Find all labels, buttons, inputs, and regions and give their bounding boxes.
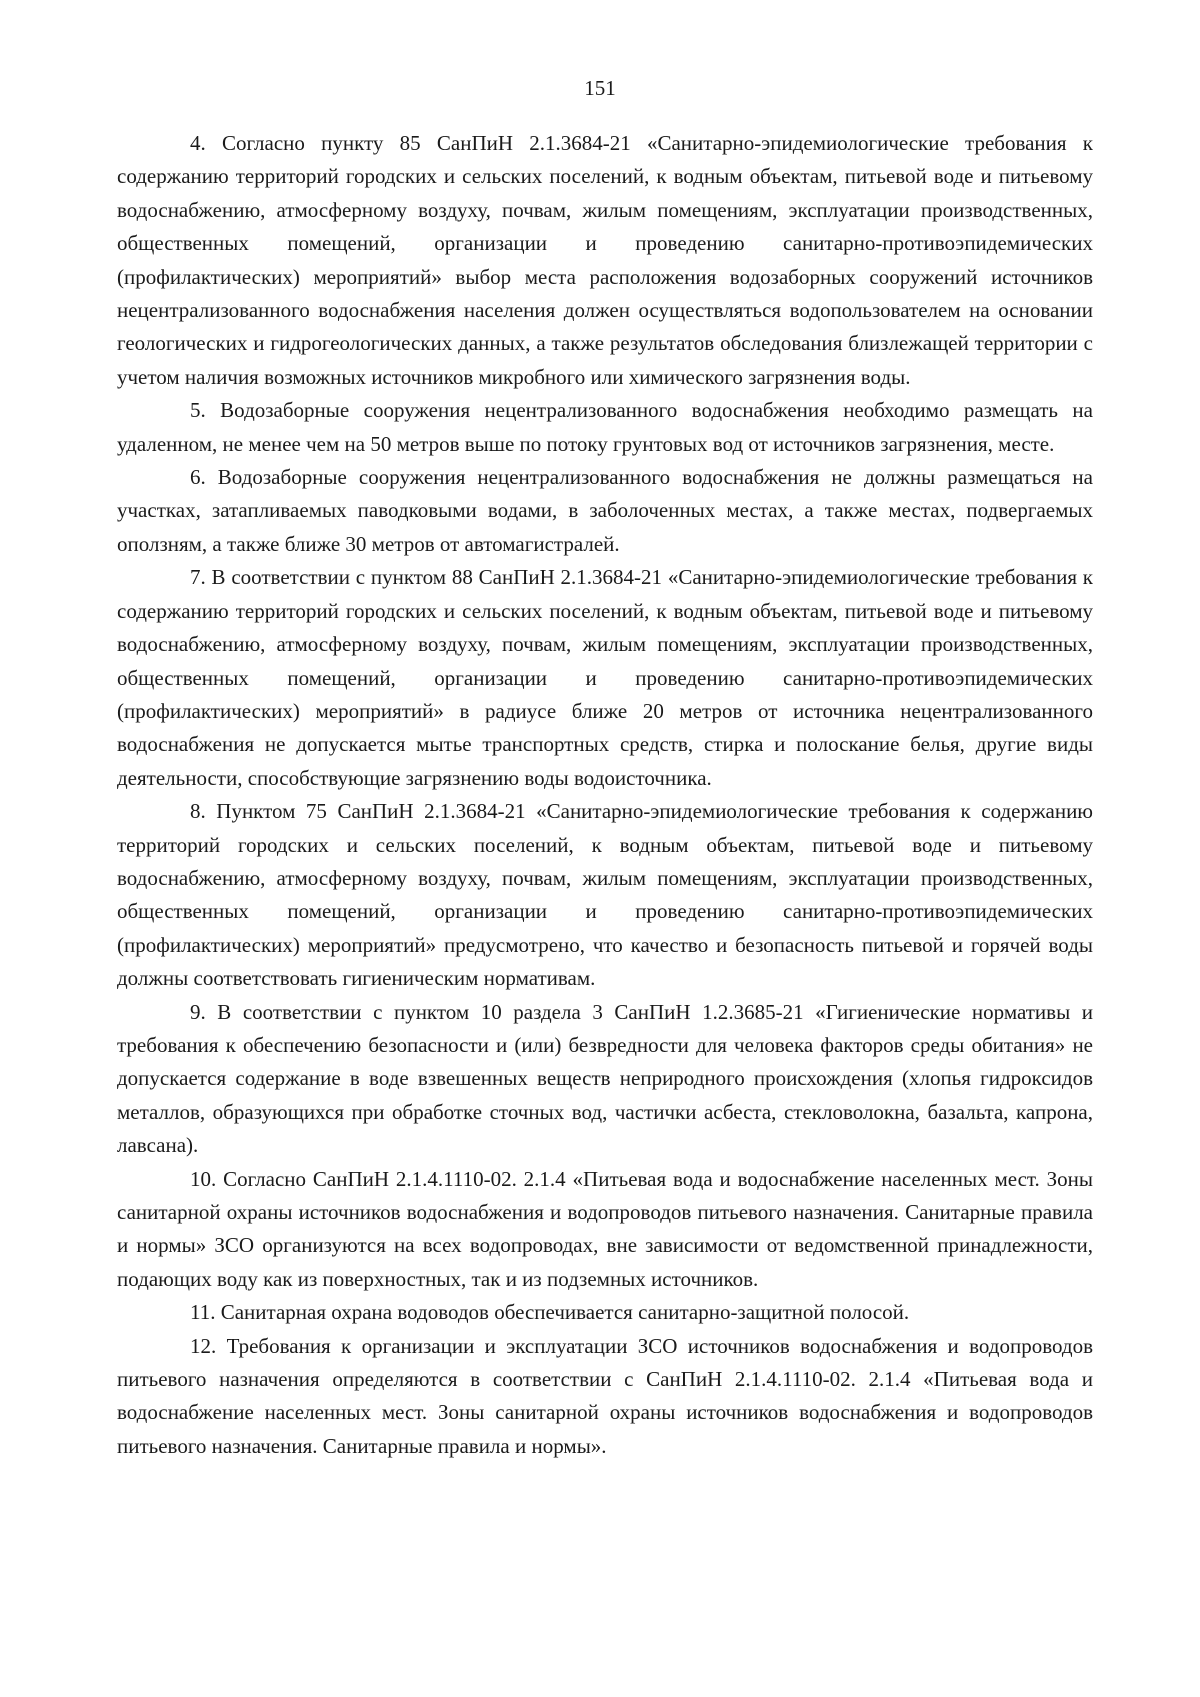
paragraph-7: 7. В соответствии с пунктом 88 СанПиН 2.1.3684-21 «Санитарно-эпидемиологические требования к содержанию территорий городских и сельских поселений, к водным объектам, питьевой воде и питьевому водоснабжению, атмосферному воздуху, почвам, жилым помещениям, эксплуатации производственных, общественных помещений, организации и проведению санитарно-противоэпидемических (профилактических) мероприятий» в радиусе ближе 20 метров от источника нецентрализованного водоснабжения не допускается мытье транспортных средств, стирка и полоскание белья, другие виды деятельности, способствующие загрязнению воды водоисточника. (117, 565, 1093, 790)
paragraph-5: 5. Водозаборные сооружения нецентрализованного водоснабжения необходимо размещать на удаленном, не менее чем на 50 метров выше по потоку грунтовых вод от источников загрязнения, месте. (117, 398, 1093, 456)
paragraph-10: 10. Согласно СанПиН 2.1.4.1110-02. 2.1.4 «Питьевая вода и водоснабжение населенных мест. Зоны санитарной охраны источников водоснабжения и водопроводов питьевого назначения. Санитарные правила и нормы» ЗСО организуются на всех водопроводах, вне зависимости от ведомственной принадлежности, подающих воду как из поверхностных, так и из подземных источников. (117, 1166, 1093, 1291)
page-number: 151 (584, 76, 616, 100)
paragraph-12: 12. Требования к организации и эксплуатации ЗСО источников водоснабжения и водопроводов питьевого назначения определяются в соответствии с СанПиН 2.1.4.1110-02. 2.1.4 «Питьевая вода и водоснабжение населенных мест. Зоны санитарной охраны источников водоснабжения и водопроводов питьевого назначения. Санитарные правила и нормы». (117, 1333, 1093, 1458)
paragraph-4: 4. Согласно пункту 85 СанПиН 2.1.3684-21 «Санитарно-эпидемиологические требования к содержанию территорий городских и сельских поселений, к водным объектам, питьевой воде и питьевому водоснабжению, атмосферному воздуху, почвам, жилым помещениям, эксплуатации производственных, общественных помещений, организации и проведению санитарно-противоэпидемических (профилактических) мероприятий» выбор места расположения водозаборных сооружений источников нецентрализованного водоснабжения населения должен осуществляться водопользователем на основании геологических и гидрогеологических данных, а также результатов обследования близлежащей территории с учетом наличия возможных источников микробного или химического загрязнения воды. (117, 131, 1093, 389)
paragraph-9: 9. В соответствии с пунктом 10 раздела 3 СанПиН 1.2.3685-21 «Гигиенические нормативы и требования к обеспечению безопасности и (или) безвредности для человека факторов среды обитания» не допускается содержание в воде взвешенных веществ неприродного происхождения (хлопья гидроксидов металлов, образующихся при обработке сточных вод, частички асбеста, стекловолокна, базальта, капрона, лавсана). (117, 999, 1093, 1158)
paragraph-8: 8. Пунктом 75 СанПиН 2.1.3684-21 «Санитарно-эпидемиологические требования к содержанию территорий городских и сельских поселений, к водным объектам, питьевой воде и питьевому водоснабжению, атмосферному воздуху, почвам, жилым помещениям, эксплуатации производственных, общественных помещений, организации и проведению санитарно-противоэпидемических (профилактических) мероприятий» предусмотрено, что качество и безопасность питьевой и горячей воды должны соответствовать гигиеническим нормативам. (117, 799, 1093, 991)
document-body (117, 127, 1093, 1463)
paragraph-11: 11. Санитарная охрана водоводов обеспечивается санитарно-защитной полосой. (190, 1300, 910, 1325)
paragraph-6: 6. Водозаборные сооружения нецентрализованного водоснабжения не должны размещаться на участках, затапливаемых паводковыми водами, в заболоченных местах, а также местах, подвергаемых оползням, а также ближе 30 метров от автомагистралей. (117, 465, 1093, 556)
